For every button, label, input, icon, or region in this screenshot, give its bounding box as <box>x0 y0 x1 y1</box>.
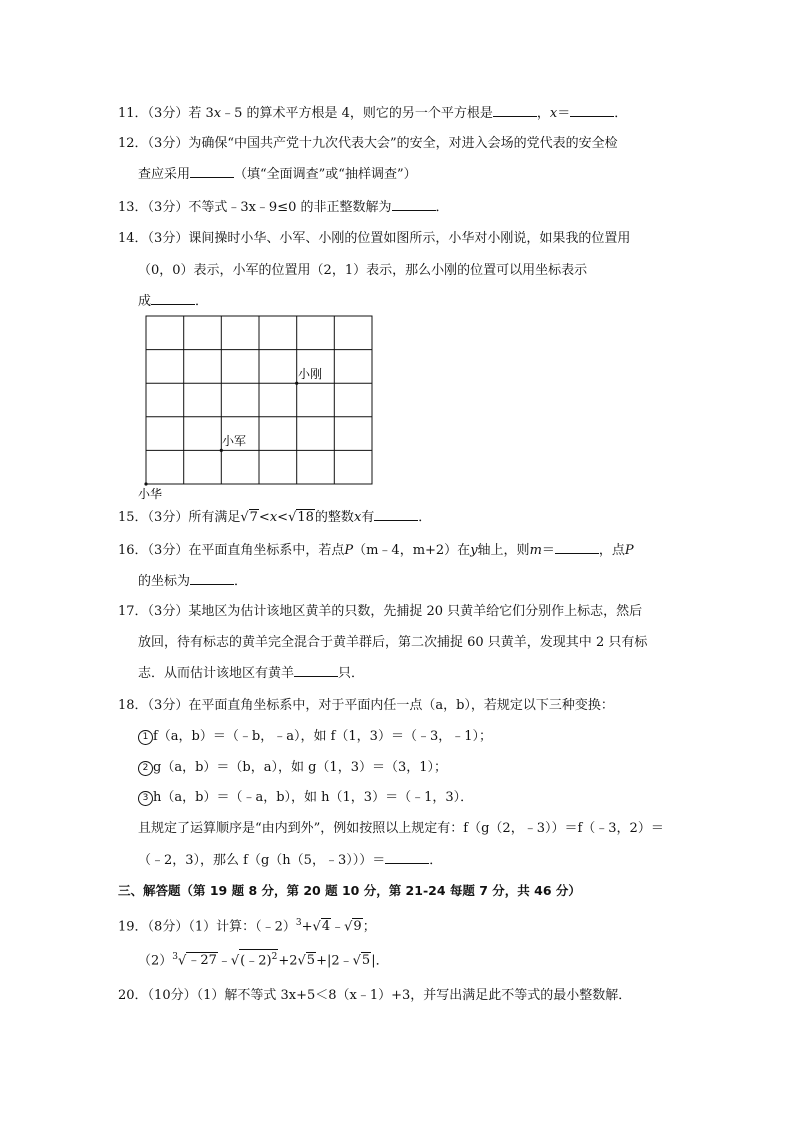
question-19 <box>118 914 376 936</box>
question-text: 成 <box>138 294 152 309</box>
question-number: 14． <box>118 231 148 246</box>
operator: ﹣ <box>331 919 345 935</box>
question-text: （﹣2，3），那么 f（g（h（5，﹣3）））＝ <box>138 853 386 868</box>
rule-g <box>138 759 447 777</box>
sqrt-sign: √ <box>288 510 297 525</box>
question-score: （3分） <box>147 136 189 151</box>
exponent: 3 <box>295 918 302 928</box>
question-score: （3分） <box>147 510 189 525</box>
question-18-line6 <box>138 851 442 870</box>
question-text: ， <box>536 106 550 121</box>
question-text: |． <box>371 953 389 969</box>
question-number: 20． <box>118 988 148 1003</box>
sqrt-sign: √ <box>297 953 306 969</box>
question-11 <box>118 104 627 123</box>
question-20 <box>118 987 631 1005</box>
point-xiaogang <box>295 382 298 385</box>
question-18-line5 <box>138 820 664 838</box>
less-than: < <box>258 510 270 525</box>
question-text: ． <box>418 510 432 525</box>
radicand-base: (﹣2) <box>240 953 272 969</box>
sqrt-sign: √ <box>178 953 187 969</box>
answer-blank[interactable] <box>151 292 195 305</box>
sqrt-sign: √ <box>344 919 353 935</box>
question-13 <box>118 198 449 217</box>
question-text: （填“全面调查”或“抽样调查”） <box>234 167 417 182</box>
point-p: P <box>344 543 354 558</box>
radicand <box>239 949 278 968</box>
radicand: 18 <box>297 510 314 525</box>
question-text: 课间操时小华、小军、小刚的位置如图所示，小华对小刚说，如果我的位置用 <box>188 231 631 246</box>
radicand: 5 <box>361 953 371 969</box>
circled-number: 3 <box>138 791 153 806</box>
question-text: 的坐标为 <box>138 574 191 589</box>
question-number: 18． <box>118 698 148 713</box>
question-text: ； <box>362 919 376 935</box>
question-number: 13． <box>118 200 148 215</box>
question-text: 放回，待有标志的黄羊完全混合于黄羊群后，第二次捕捉 60 只黄羊，发现其中 2 只有标 <box>138 635 648 650</box>
question-score: （10分） <box>147 988 197 1003</box>
grid-lines <box>146 316 372 484</box>
root-index: 3 <box>172 952 179 962</box>
question-text: ＝ <box>557 106 571 121</box>
radicand: 9 <box>353 919 362 935</box>
question-text: 某地区为估计该地区黄羊的只数，先捕捉 20 只黄羊给它们分别作上标志，然后 <box>188 604 643 619</box>
position-grid-figure <box>138 312 388 502</box>
sqrt-sign: √ <box>240 510 249 525</box>
rule-text: g（a，b）＝（b，a），如 g（1，3）＝（3，1）； <box>153 760 448 775</box>
question-text: ＝ <box>541 543 555 558</box>
rule-f <box>138 728 492 746</box>
question-text: ，点 <box>598 543 625 558</box>
exponent: 2 <box>271 952 278 962</box>
variable-x: x <box>353 510 362 525</box>
question-text: 查应采用 <box>138 167 191 182</box>
rule-h <box>138 789 473 807</box>
rule-text: f（a，b）＝（﹣b，﹣a），如 f（1，3）＝（﹣3，﹣1）； <box>153 729 492 744</box>
question-text: 轴上，则 <box>477 543 530 558</box>
question-text: 且规定了运算顺序是“由内到外”，例如按照以上规定有：f（g（2，﹣3））＝f（﹣3，2）＝ <box>138 821 664 836</box>
question-text: ﹣5 的算术平方根是 4，则它的另一个平方根是 <box>221 106 493 121</box>
operator: +2 <box>278 953 298 969</box>
variable-x: x <box>549 106 558 121</box>
question-text: （0，0）表示，小军的位置用（2，1）表示，那么小刚的位置可以用坐标表示 <box>138 263 588 278</box>
radicand: 4 <box>321 919 331 935</box>
operator: + <box>301 919 313 935</box>
label-xiaogang: 小刚 <box>298 367 323 381</box>
answer-blank[interactable] <box>190 572 234 585</box>
answer-blank[interactable] <box>555 541 599 554</box>
question-16-line2 <box>138 572 247 591</box>
question-text: ． <box>614 106 628 121</box>
radicand: 7 <box>249 510 258 525</box>
question-number: 17． <box>118 604 148 619</box>
answer-blank[interactable] <box>385 851 429 864</box>
point-xiaohua <box>144 482 147 485</box>
question-text: 不等式﹣3x﹣9≤0 的非正整数解为 <box>188 200 392 215</box>
variable-x: x <box>213 106 222 121</box>
question-18 <box>118 697 614 715</box>
question-text: （2） <box>138 953 173 969</box>
question-number: 19． <box>118 919 148 935</box>
question-14 <box>118 230 630 248</box>
question-score: （3分） <box>147 604 189 619</box>
answer-blank[interactable] <box>570 104 614 117</box>
answer-blank[interactable] <box>294 664 338 677</box>
answer-blank[interactable] <box>493 104 537 117</box>
question-text: 志．从而估计该地区有黄羊 <box>138 666 295 681</box>
question-number: 15． <box>118 510 148 525</box>
question-text: 在平面直角坐标系中，对于平面内任一点（a，b），若规定以下三种变换： <box>188 698 614 713</box>
answer-blank[interactable] <box>374 508 418 521</box>
question-number: 11． <box>118 106 148 121</box>
circled-number: 2 <box>138 761 153 776</box>
question-text: ． <box>429 853 443 868</box>
question-14-line2 <box>138 262 587 280</box>
circled-number: 1 <box>138 730 153 745</box>
variable-x: x <box>269 510 278 525</box>
question-text: 为确保“中国共产党十九次代表大会”的安全，对进入会场的党代表的安全检 <box>188 136 618 151</box>
question-17-line3 <box>138 664 364 683</box>
point-p: P <box>624 543 634 558</box>
question-text: （1）解不等式 3x+5＜8（x﹣1）+3，并写出满足此不等式的最小整数解． <box>196 988 632 1003</box>
question-score: （8分） <box>147 919 189 935</box>
variable-y: y <box>470 543 478 558</box>
question-text: ． <box>435 200 449 215</box>
question-17-line2 <box>138 634 647 652</box>
question-16 <box>118 541 634 560</box>
question-text: （m﹣4，m+2）在 <box>353 543 471 558</box>
question-score: （3分） <box>147 543 189 558</box>
question-14-line3 <box>138 292 208 311</box>
question-score: （3分） <box>147 200 189 215</box>
question-number: 16． <box>118 543 148 558</box>
question-text: 所有满足 <box>188 510 241 525</box>
question-score: （3分） <box>147 698 189 713</box>
question-text: +|2﹣ <box>316 953 353 969</box>
question-12 <box>118 135 618 153</box>
question-12-line2 <box>138 165 417 184</box>
variable-m: m <box>529 543 542 558</box>
radicand: 5 <box>306 953 316 969</box>
question-text: 的整数 <box>314 510 354 525</box>
question-text: 有 <box>361 510 375 525</box>
radicand: ﹣27 <box>187 953 217 969</box>
answer-blank[interactable] <box>190 165 234 178</box>
point-xiaojun <box>220 449 223 452</box>
question-score: （3分） <box>147 106 189 121</box>
sqrt-sign: √ <box>230 953 240 969</box>
sqrt-sign: √ <box>312 919 321 935</box>
operator: ﹣ <box>217 953 231 969</box>
question-text: 在平面直角坐标系中，若点 <box>188 543 345 558</box>
rule-text: h（a，b）＝（﹣a，b），如 h（1，3）＝（﹣1，3）． <box>153 790 474 805</box>
question-text: ． <box>234 574 248 589</box>
question-number: 12． <box>118 136 148 151</box>
section-title: 三、解答题（第 19 题 8 分，第 20 题 10 分，第 21-24 每题 7 分，共 46 分） <box>118 883 581 898</box>
question-15 <box>118 508 431 527</box>
question-score: （3分） <box>147 231 189 246</box>
question-19-part2 <box>138 948 389 970</box>
question-text: ． <box>195 294 209 309</box>
label-xiaohua: 小华 <box>138 487 163 501</box>
answer-blank[interactable] <box>392 198 436 211</box>
label-xiaojun: 小军 <box>222 434 247 448</box>
less-than: < <box>277 510 289 525</box>
question-text: 只． <box>338 666 365 681</box>
question-17 <box>118 603 642 621</box>
question-text: 若 3 <box>188 106 214 121</box>
sqrt-sign: √ <box>352 953 361 969</box>
question-text: （1）计算：（﹣2） <box>188 919 296 935</box>
